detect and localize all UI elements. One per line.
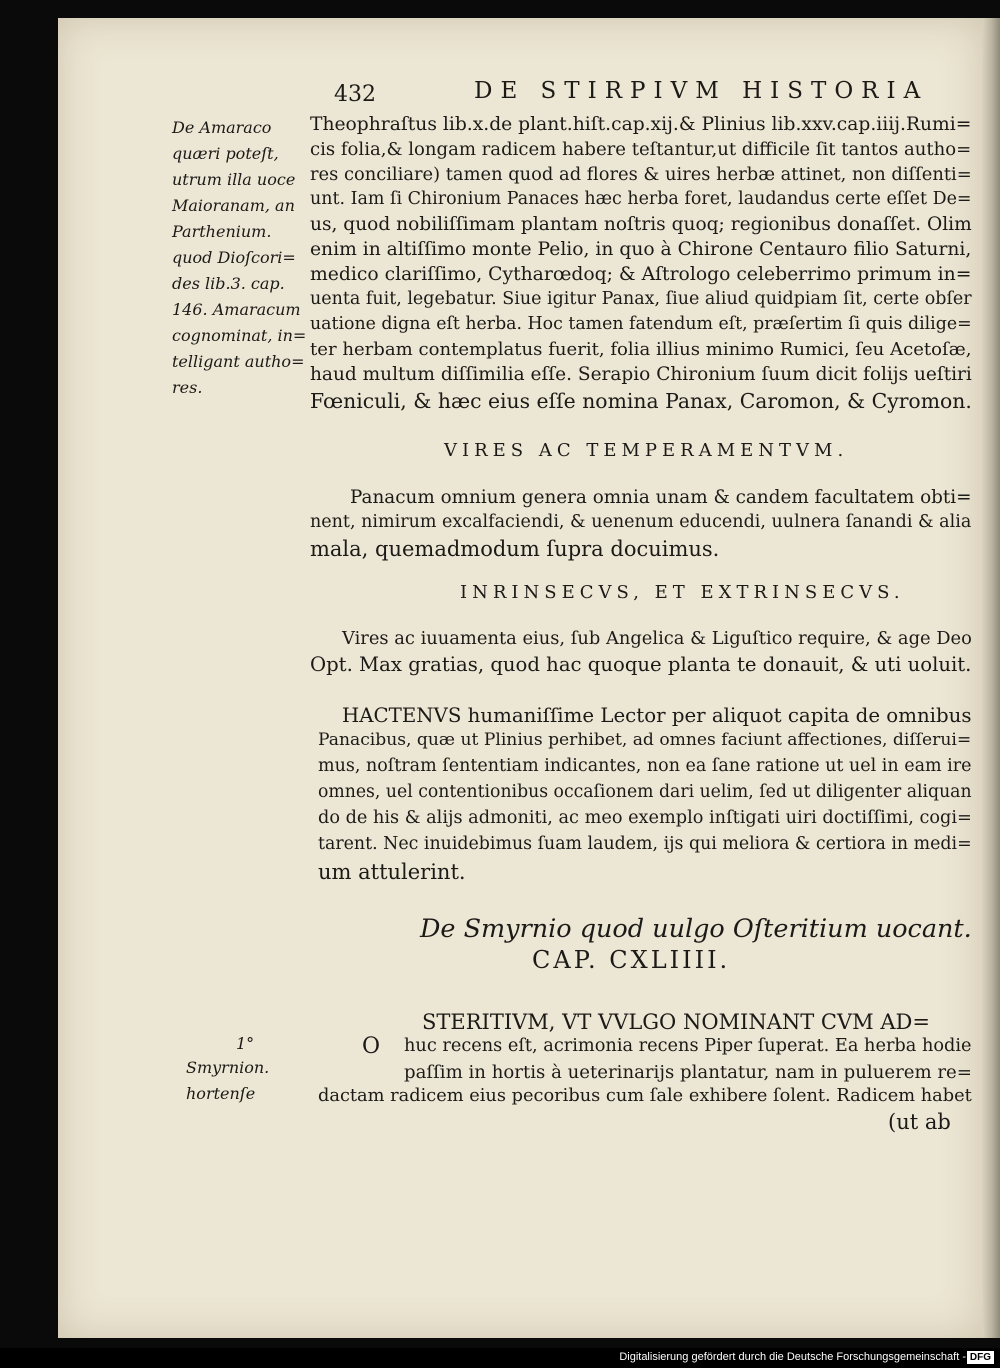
chapter-title: De Smyrnio quod uulgo Oſteritium uocant.: [420, 914, 972, 944]
body-text-line: STERITIVM, VT VVLGO NOMINANT CVM AD=: [422, 1010, 930, 1034]
margin-note-line: des lib.3. cap.: [172, 274, 285, 293]
margin-note-line: Parthenium.: [172, 222, 272, 241]
body-text-line: Theophraſtus lib.x.de plant.hiſt.cap.xij.& Plinius lib.xxv.cap.iiij.Rumi=: [310, 114, 972, 135]
running-title: DE STIRPIVM HISTORIA: [474, 78, 929, 104]
body-text-line: mus, noſtram ſententiam indicantes, non ea ſane ratione ut uel in eam ire: [318, 756, 972, 776]
body-text-line: medico clariſſimo, Cytharœdoq; & Aſtrologo celeberrimo primum in=: [310, 264, 972, 285]
chapter-number: CAP. CXLIIII.: [532, 946, 731, 974]
margin-note-line: 146. Amaracum: [172, 300, 301, 319]
body-text-line: mala, quemadmodum ſupra docuimus.: [310, 537, 720, 561]
body-text-line: um attulerint.: [318, 860, 466, 884]
margin-note-line: utrum illa uoce: [172, 170, 296, 189]
body-text-line: us, quod nobiliſſimam plantam noſtris quoq; regionibus donaſſet. Olim: [310, 214, 972, 235]
margin-note-line: hortenſe: [186, 1084, 256, 1103]
body-text-line: enim in altiſſimo monte Pelio, in quo à Chirone Centauro filio Saturni,: [310, 239, 972, 260]
catchword: (ut ab: [888, 1110, 951, 1134]
dfg-logo: DFG: [967, 1351, 994, 1364]
section-heading: INRINSECVS, ET EXTRINSECVS.: [460, 582, 905, 603]
body-text-line: cis folia,& longam radicem habere teſtantur,ut difficile ſit tantos autho=: [310, 139, 972, 160]
body-text-line: paſſim in hortis à ueterinarijs plantatur, nam in puluerem re=: [404, 1062, 972, 1083]
body-text-line: huc recens eſt, acrimonia recens Piper ſuperat. Ea herba hodie: [404, 1036, 972, 1056]
body-text-line: nent, nimirum excalfaciendi, & uenenum educendi, uulnera ſanandi & alia: [310, 512, 972, 532]
body-text-line: dactam radicem eius pecoribus cum ſale exhibere ſolent. Radicem habet: [318, 1086, 972, 1106]
page-edge: [982, 18, 1000, 1338]
body-text-line: unt. Iam ſi Chironium Panaces hæc herba foret, laudandus certe eſſet De=: [310, 189, 972, 209]
body-text-line: haud multum diſſimilia eſſe. Serapio Chironium ſuum dicit folijs ueſtiri: [310, 364, 972, 385]
body-text-line: tarent. Nec inuidebimus ſuam laudem, ijs qui meliora & certiora in medi=: [318, 834, 972, 854]
body-text-line: ter herbam contemplatus fuerit, folia illius minimo Rumici, ſeu Acetoſæ,: [310, 339, 972, 360]
margin-note-line: 1°: [236, 1034, 255, 1053]
body-text-line: do de his & alijs admoniti, ac meo exemplo inſtigati uiri doctiſſimi, cogi=: [318, 808, 972, 828]
page-number: 432: [334, 82, 376, 107]
body-text-line: Opt. Max gratias, quod hac quoque planta te donauit, & uti uoluit.: [310, 653, 972, 676]
margin-note-line: Maioranam, an: [172, 196, 295, 215]
margin-note-line: quod Dioſcori=: [172, 248, 296, 267]
body-text-line: omnes, uel contentionibus occaſionem dari uelim, ſed ut diligenter aliquan: [318, 782, 972, 802]
margin-note-line: telligant autho=: [172, 352, 305, 371]
section-heading: VIRES AC TEMPERAMENTVM.: [444, 440, 849, 461]
footer-credit: Digitalisierung gefördert durch die Deutsche Forschungsgemeinschaft -: [619, 1351, 966, 1363]
margin-note-line: cognominat, in=: [172, 326, 307, 345]
body-text-line: uatione digna eſt herba. Hoc tamen fatendum eſt, præſertim ſi quis dilige=: [310, 314, 972, 334]
body-text-line: HACTENVS humaniſſime Lector per aliquot capita de omnibus: [342, 704, 972, 727]
margin-note-line: Smyrnion.: [186, 1058, 270, 1077]
initial-letter: O: [362, 1034, 381, 1059]
body-text-line: uenta fuit, legebatur. Siue igitur Panax, ſiue aliud quidpiam ſit, certe obſer: [310, 289, 972, 309]
body-text-line: Panacum omnium genera omnia unam & candem facultatem obti=: [350, 487, 972, 508]
margin-note-line: De Amaraco: [172, 118, 272, 137]
body-text-line: Panacibus, quæ ut Plinius perhibet, ad omnes faciunt affectiones, diſſerui=: [318, 730, 972, 750]
margin-note-line: quæri poteſt,: [172, 144, 279, 163]
margin-note-line: res.: [172, 378, 203, 397]
body-text-line: res conciliare) tamen quod ad flores & uires herbæ attinet, non diſſenti=: [310, 164, 972, 185]
body-text-line: Fœniculi, & hæc eius eſſe nomina Panax, Caromon, & Cyromon.: [310, 389, 972, 413]
body-text-line: Vires ac iuuamenta eius, ſub Angelica & Liguſtico require, & age Deo: [342, 628, 972, 649]
